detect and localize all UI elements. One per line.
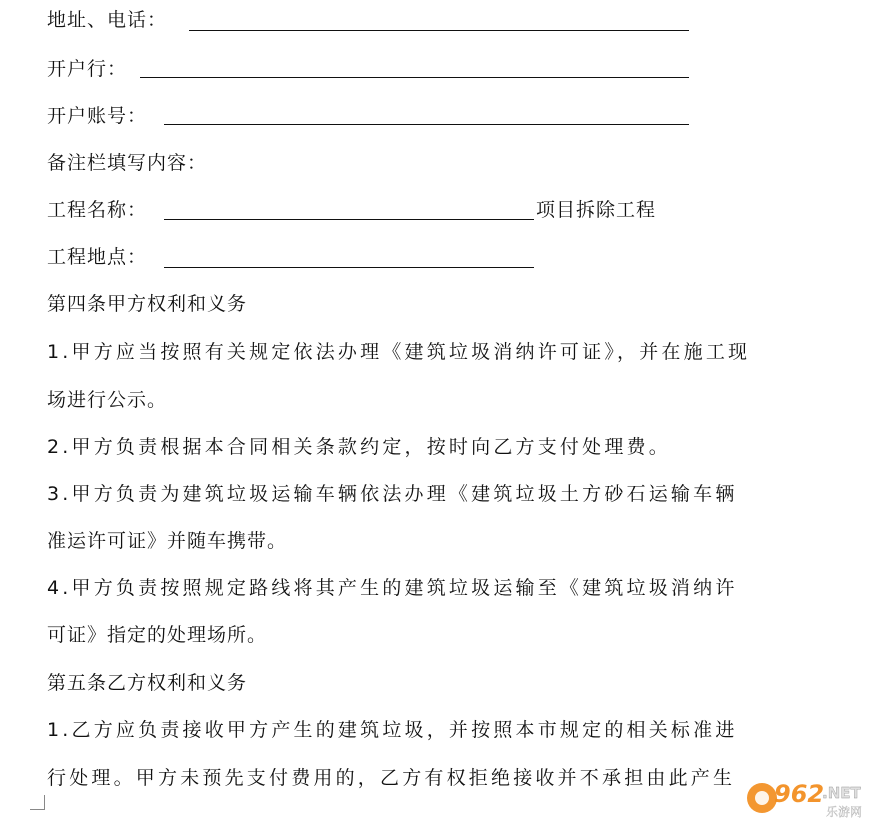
- project-name-label: 工程名称：: [47, 199, 148, 221]
- project-location-blank[interactable]: [164, 267, 534, 268]
- address-phone-blank[interactable]: [189, 30, 689, 31]
- account-blank[interactable]: [164, 124, 689, 125]
- watermark-subtitle: 乐游网: [826, 805, 863, 819]
- article4-p2: 2.甲方负责根据本合同相关条款约定，按时向乙方支付处理费。: [47, 436, 671, 458]
- watermark-number: 962: [774, 780, 825, 808]
- watermark-suffix: .NET: [822, 784, 861, 802]
- article4-p3-line1: 3.甲方负责为建筑垃圾运输车辆依法办理《建筑垃圾土方砂石运输车辆: [47, 483, 738, 505]
- article4-p1-line2: 场进行公示。: [47, 389, 168, 411]
- article4-p3-line2: 准运许可证》并随车携带。: [47, 530, 288, 552]
- account-label: 开户账号：: [47, 105, 148, 127]
- page-corner-mark: [30, 795, 45, 810]
- project-name-blank[interactable]: [164, 219, 534, 220]
- article4-p4-line1: 4.甲方负责按照规定路线将其产生的建筑垃圾运输至《建筑垃圾消纳许: [47, 577, 738, 599]
- bank-label: 开户行：: [47, 58, 128, 80]
- site-watermark-logo: [744, 776, 878, 820]
- article4-title: 第四条甲方权利和义务: [47, 293, 248, 315]
- address-phone-label: 地址、电话：: [47, 9, 168, 31]
- article4-p1-line1: 1.甲方应当按照有关规定依法办理《建筑垃圾消纳许可证》，并在施工现: [47, 341, 751, 363]
- article4-p4-line2: 可证》指定的处理场所。: [47, 624, 268, 646]
- article5-title: 第五条乙方权利和义务: [47, 672, 248, 694]
- project-location-label: 工程地点：: [47, 246, 148, 268]
- article5-p1-line2: 行处理。甲方未预先支付费用的，乙方有权拒绝接收并不承担由此产生: [47, 767, 736, 789]
- remarks-label: 备注栏填写内容：: [47, 152, 208, 174]
- project-name-suffix: 项目拆除工程: [536, 199, 657, 221]
- article5-p1-line1: 1.乙方应负责接收甲方产生的建筑垃圾，并按照本市规定的相关标准进: [47, 719, 738, 741]
- bank-blank[interactable]: [140, 77, 689, 78]
